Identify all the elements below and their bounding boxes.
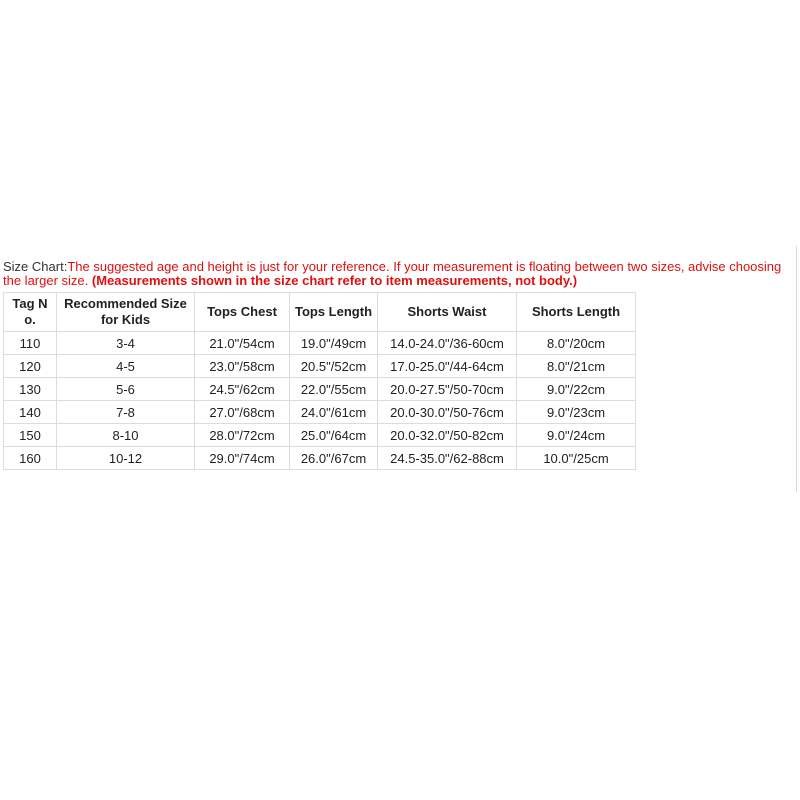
table-row — [4, 332, 636, 355]
cell-shorts-waist: 20.0-27.5"/50-70cm — [378, 378, 517, 401]
size-chart-table — [3, 292, 636, 470]
cell-shorts-length: 9.0"/22cm — [517, 378, 636, 401]
table-row — [4, 378, 636, 401]
cell-tops-length: 26.0"/67cm — [290, 447, 378, 470]
cell-recommended-size: 5-6 — [57, 378, 195, 401]
cell-tag-no: 150 — [4, 424, 57, 447]
cell-recommended-size: 8-10 — [57, 424, 195, 447]
table-row — [4, 447, 636, 470]
header-recommended-size: Recommended Size for Kids — [57, 293, 195, 332]
header-shorts-length: Shorts Length — [517, 293, 636, 332]
cell-shorts-length: 10.0"/25cm — [517, 447, 636, 470]
cell-shorts-length: 8.0"/20cm — [517, 332, 636, 355]
table-row — [4, 401, 636, 424]
cell-tops-length: 25.0"/64cm — [290, 424, 378, 447]
cell-shorts-waist: 20.0-30.0"/50-76cm — [378, 401, 517, 424]
size-chart-note — [3, 260, 797, 288]
cell-tag-no: 110 — [4, 332, 57, 355]
reference-text: The suggested age and height is just for your reference. If your measurement is floating between two sizes, advise choosing the larger size. — [3, 259, 782, 288]
cell-tops-chest: 23.0"/58cm — [195, 355, 290, 378]
cell-shorts-waist: 14.0-24.0"/36-60cm — [378, 332, 517, 355]
cell-shorts-waist: 17.0-25.0"/44-64cm — [378, 355, 517, 378]
cell-tops-chest: 24.5"/62cm — [195, 378, 290, 401]
cell-shorts-length: 9.0"/23cm — [517, 401, 636, 424]
size-chart-label: Size Chart: — [3, 259, 68, 274]
cell-tops-chest: 29.0"/74cm — [195, 447, 290, 470]
header-shorts-waist: Shorts Waist — [378, 293, 517, 332]
header-tag-no: Tag N o. — [4, 293, 57, 332]
table-row — [4, 355, 636, 378]
cell-tag-no: 160 — [4, 447, 57, 470]
cell-shorts-waist: 24.5-35.0"/62-88cm — [378, 447, 517, 470]
cell-tops-length: 24.0"/61cm — [290, 401, 378, 424]
cell-shorts-length: 9.0"/24cm — [517, 424, 636, 447]
header-tops-length: Tops Length — [290, 293, 378, 332]
cell-shorts-waist: 20.0-32.0"/50-82cm — [378, 424, 517, 447]
cell-tops-length: 19.0"/49cm — [290, 332, 378, 355]
cell-tops-chest: 21.0"/54cm — [195, 332, 290, 355]
cell-tops-chest: 28.0"/72cm — [195, 424, 290, 447]
cell-recommended-size: 4-5 — [57, 355, 195, 378]
cell-tops-chest: 27.0"/68cm — [195, 401, 290, 424]
cell-recommended-size: 3-4 — [57, 332, 195, 355]
cell-tag-no: 140 — [4, 401, 57, 424]
cell-recommended-size: 7-8 — [57, 401, 195, 424]
cell-tag-no: 130 — [4, 378, 57, 401]
measurement-disclaimer: (Measurements shown in the size chart refer to item measurements, not body.) — [91, 273, 578, 288]
cell-tops-length: 22.0"/55cm — [290, 378, 378, 401]
cell-tag-no: 120 — [4, 355, 57, 378]
table-row — [4, 424, 636, 447]
cell-shorts-length: 8.0"/21cm — [517, 355, 636, 378]
cell-tops-length: 20.5"/52cm — [290, 355, 378, 378]
table-header-row — [4, 293, 636, 332]
header-tops-chest: Tops Chest — [195, 293, 290, 332]
cell-recommended-size: 10-12 — [57, 447, 195, 470]
